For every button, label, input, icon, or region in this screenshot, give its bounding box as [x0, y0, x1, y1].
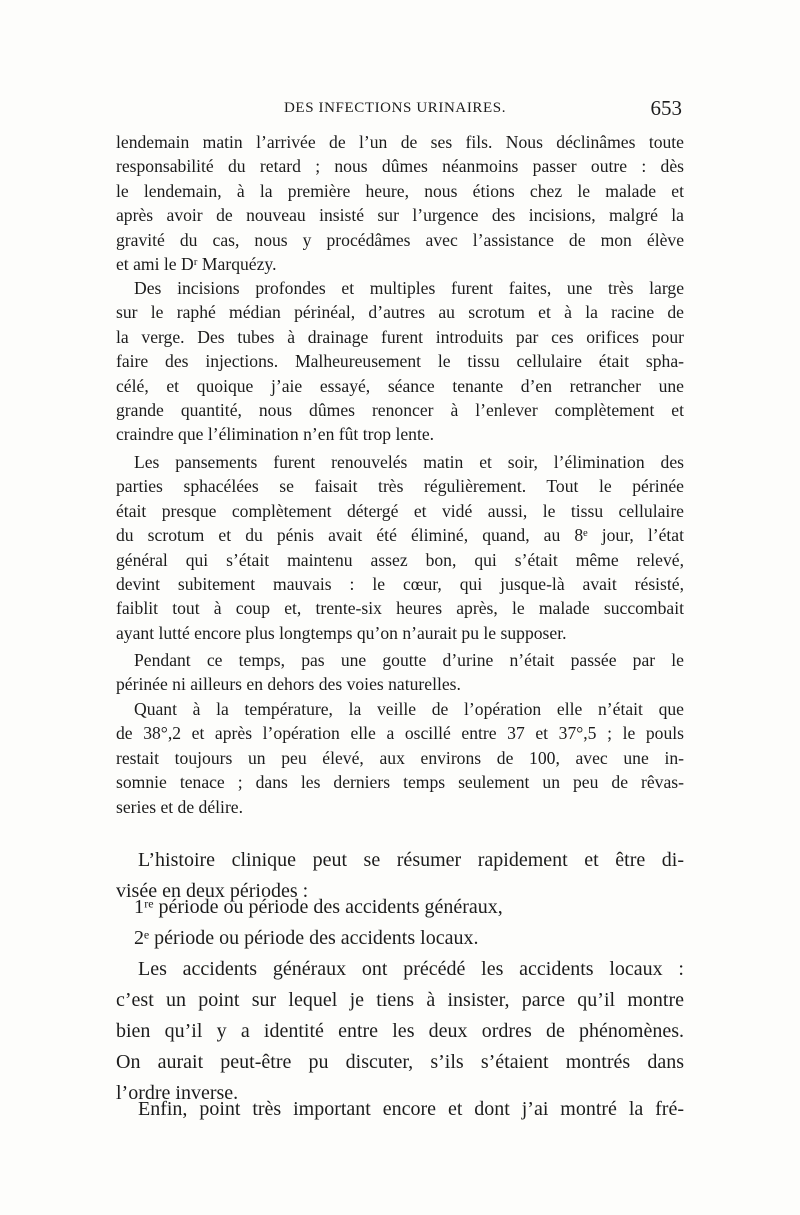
text-line: le lendemain, à la première heure, nous étions chez le malade et	[116, 180, 684, 201]
text-line: series et de délire.	[116, 796, 244, 817]
text-line: après avoir de nouveau insisté sur l’urgence des incisions, malgré la	[116, 205, 684, 226]
text-line: célé, et quoique j’aie essayé, séance tenante d’en retrancher une	[116, 375, 684, 396]
running-title: DES INFECTIONS URINAIRES.	[284, 100, 507, 116]
text-line: craindre que l’élimination n’en fût trop lente.	[116, 424, 435, 445]
text-line: de 38°,2 et après l’opération elle a oscillé entre 37 et 37°,5 ; le pouls	[116, 723, 684, 744]
text-line: du scrotum et du pénis avait été éliminé, quand, au 8ᵉ jour, l’état	[116, 525, 684, 546]
list-item: 2ᵉ période ou période des accidents locaux.	[134, 927, 479, 949]
paragraph-3	[116, 450, 684, 645]
text-line: Les pansements furent renouvelés matin et soir, l’élimination des	[134, 452, 684, 472]
text-line: l’ordre inverse.	[116, 1082, 239, 1104]
text-line: et ami le Dʳ Marquézy.	[116, 253, 277, 274]
text-line: lendemain matin l’arrivée de l’un de ses fils. Nous déclinâmes toute	[116, 132, 684, 152]
text-line: général qui s’était maintenu assez bon, qui s’était même relevé,	[116, 549, 684, 570]
paragraph-8	[116, 954, 684, 1109]
text-line: la verge. Des tubes à drainage furent introduits par ces orifices pour	[116, 326, 684, 347]
text-line: grande quantité, nous dûmes renoncer à l’enlever complètement et	[116, 399, 684, 420]
paragraph-9	[116, 1094, 684, 1125]
list-item: 1ʳᵉ période ou période des accidents généraux,	[134, 896, 503, 918]
text-line: sur le raphé médian périnéal, d’autres au scrotum et à la racine de	[116, 302, 684, 323]
text-line: On aurait peut-être pu discuter, s’ils s’étaient montrés dans	[116, 1051, 684, 1073]
text-line: visée en deux périodes :	[116, 880, 309, 902]
text-line: Pendant ce temps, pas une goutte d’urine n’était passée par le	[134, 650, 684, 670]
page-number: 653	[650, 96, 682, 120]
text-line: Enfin, point très important encore et dont j’ai montré la fré-	[138, 1098, 684, 1120]
text-line: faire des injections. Malheureusement le tissu cellulaire était spha-	[116, 351, 684, 372]
text-line: ayant lutté encore plus longtemps qu’on n’aurait pu le supposer.	[116, 622, 567, 643]
text-line: Des incisions profondes et multiples furent faites, une très large	[134, 278, 684, 298]
text-line: devint subitement mauvais : le cœur, qui jusque-là avait résisté,	[116, 573, 684, 594]
paragraph-1	[116, 130, 684, 276]
text-line: périnée ni ailleurs en dehors des voies naturelles.	[116, 674, 461, 695]
paragraph-2	[116, 276, 684, 447]
text-line: faiblit tout à coup et, trente-six heures après, le malade succombait	[116, 598, 684, 619]
paragraph-4	[116, 648, 684, 697]
text-line: somnie tenace ; dans les derniers temps seulement un peu de rêvas-	[116, 772, 684, 793]
text-line: responsabilité du retard ; nous dûmes néanmoins passer outre : dès	[116, 156, 684, 177]
text-line: Les accidents généraux ont précédé les accidents locaux :	[138, 958, 684, 980]
text-line: L’histoire clinique peut se résumer rapidement et être di-	[138, 849, 684, 871]
text-line: gravité du cas, nous y procédâmes avec l’assistance de mon élève	[116, 229, 684, 250]
text-line: Quant à la température, la veille de l’opération elle n’était que	[134, 699, 684, 719]
text-line: parties sphacélées se faisait très régulièrement. Tout le périnée	[116, 476, 684, 497]
text-line: bien qu’il y a identité entre les deux ordres de phénomènes.	[116, 1020, 684, 1042]
period-list	[134, 892, 674, 954]
text-line: restait toujours un peu élevé, aux environs de 100, avec une in-	[116, 747, 684, 768]
text-line: c’est un point sur lequel je tiens à insister, parce qu’il montre	[116, 989, 684, 1011]
running-header	[116, 96, 682, 122]
text-line: était presque complètement détergé et vidé aussi, le tissu cellulaire	[116, 500, 684, 521]
paragraph-5	[116, 697, 684, 819]
